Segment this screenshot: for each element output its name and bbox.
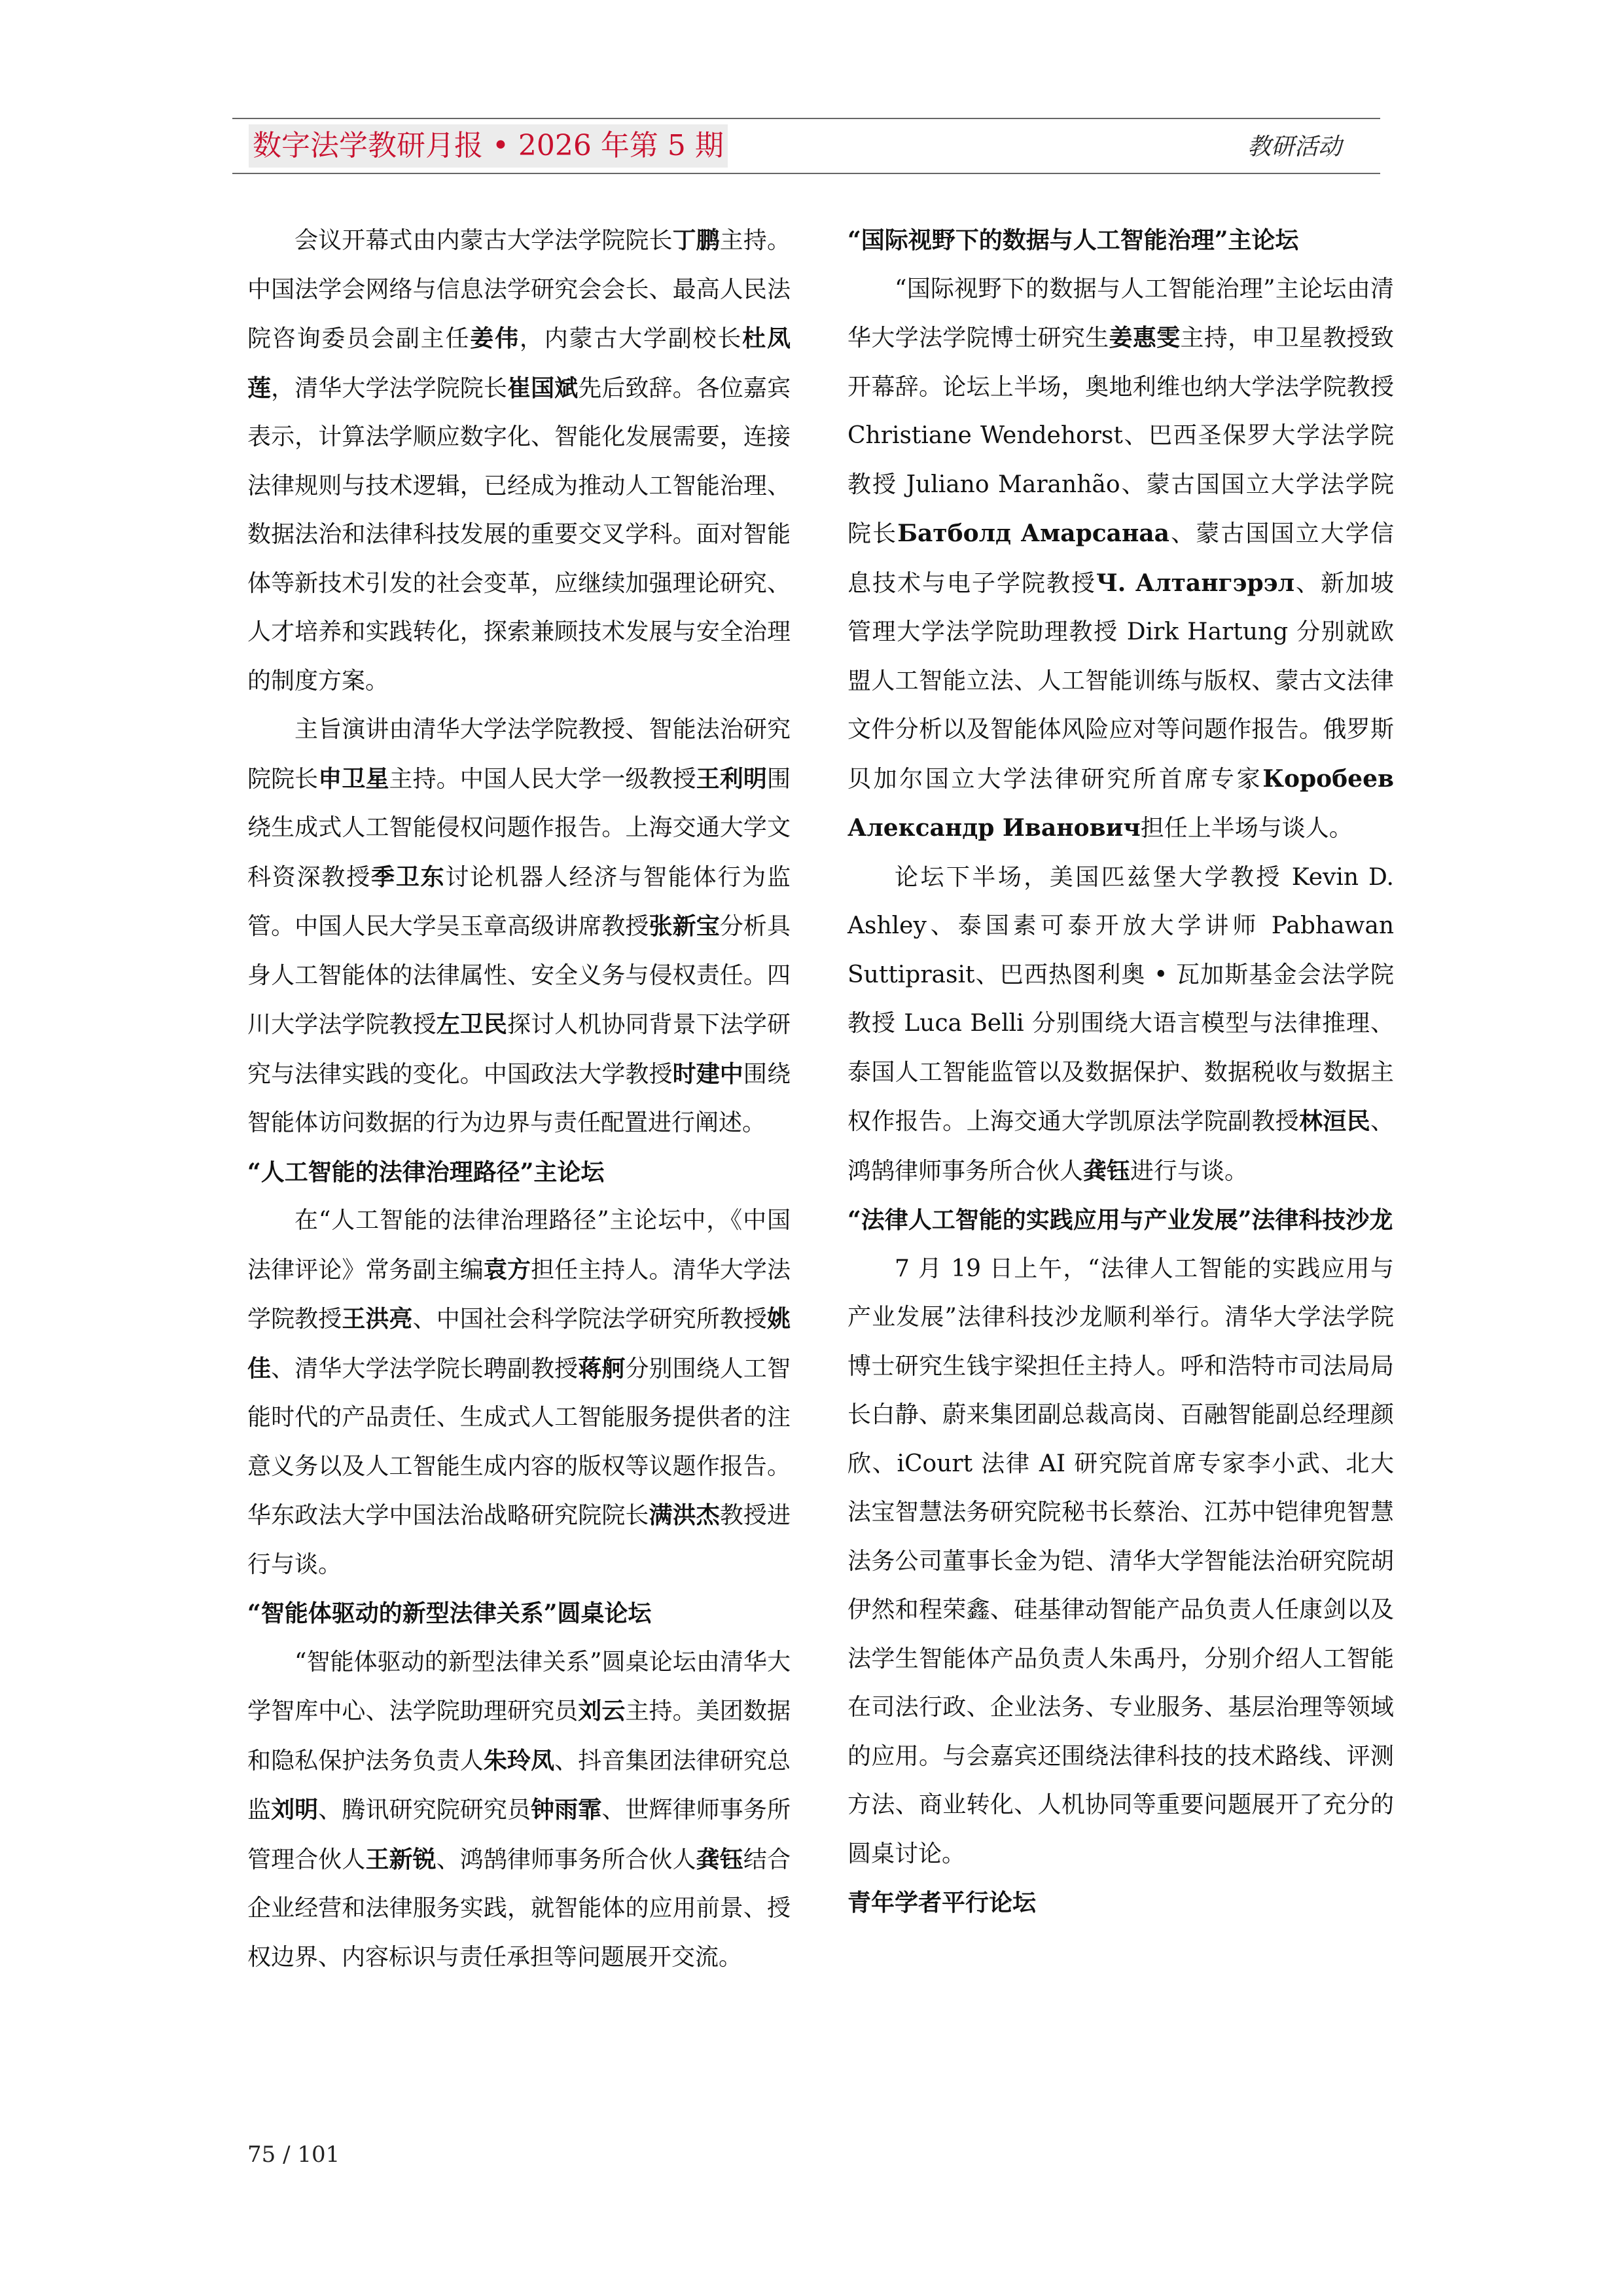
person-name: 张新宝 (649, 912, 720, 940)
person-name: 崔国斌 (507, 374, 579, 402)
person-name: Коробеев Александр Иванович (847, 764, 1394, 842)
text-run: 进行与谈。 (1130, 1157, 1249, 1185)
section-heading: “人工智能的法律治理路径”主论坛 (247, 1158, 605, 1186)
paragraph (847, 853, 1394, 1196)
person-name: 左卫民 (436, 1011, 507, 1038)
text-run: 分析具身人工智能体的法律属性、安全义务与侵权责任。四川大学法学院教授 (247, 913, 791, 1038)
right-column (847, 216, 1394, 1928)
text-run: 讨论机器人经济与智能体行为监管。中国人民大学吴玉章高级讲席教授 (247, 863, 791, 940)
text-run: 论坛下半场，美国匹兹堡大学教授 Kevin D. Ashley、泰国素可泰开放大学讲师 Pabhawan Suttiprasit、巴西热图利奥 • 瓦加斯基金会法学院教授 Luca Belli 分别围绕大语言模型与法律推理、泰国人工智能监管以及数据保护、数据税收与数据主权作报告。上海交通大学凯原法学院副教授 (847, 863, 1394, 1135)
person-name: 丁鹏 (672, 226, 720, 254)
header-bottom-rule (232, 173, 1380, 174)
person-name: 姜惠雯 (1109, 324, 1181, 351)
person-name: 姚佳 (247, 1305, 791, 1382)
person-name: 龚钰 (1083, 1157, 1131, 1185)
person-name: 王新锐 (365, 1845, 437, 1873)
text-run: 、蒙古国国立大学信息技术与电子学院教授 (847, 520, 1394, 597)
text-run: ，清华大学法学院院长 (271, 374, 507, 402)
text-run: 在“人工智能的法律治理路径”主论坛中，《中国法律评论》常务副主编 (247, 1207, 791, 1283)
text-run: 主持，申卫星教授致开幕辞。论坛上半场，奥地利维也纳大学法学院教授 Christiane Wendehorst、巴西圣保罗大学法学院教授 Juliano Maranhão、蒙古国国立大学法学院院长 (847, 325, 1394, 547)
text-run: 、清华大学法学院长聘副教授 (271, 1355, 579, 1382)
text-run: 围绕智能体访问数据的行为边界与责任配置进行阐述。 (247, 1060, 791, 1136)
text-run: 教授进行与谈。 (247, 1502, 791, 1578)
section-heading: “智能体驱动的新型法律关系”圆桌论坛 (247, 1600, 652, 1627)
person-name: 姜伟 (470, 325, 520, 352)
section-heading: “国际视野下的数据与人工智能治理”主论坛 (847, 226, 1299, 254)
person-name: 朱玲凤 (483, 1746, 555, 1774)
person-name: 王洪亮 (342, 1305, 413, 1333)
text-run: 主持。美团数据和隐私保护法务负责人 (247, 1698, 791, 1774)
paragraph (247, 216, 791, 706)
person-name: 王利明 (696, 764, 767, 793)
person-name: 申卫星 (318, 764, 389, 793)
text-run: 7 月 19 日上午，“法律人工智能的实践应用与产业发展”法律科技沙龙顺利举行。清华大学法学院博士研究生钱宇梁担任主持人。呼和浩特市司法局局长白静、蔚来集团副总裁高岗、百融智能副总经理颜欣、iCourt 法律 AI 研究院首席专家李小武、北大法宝智慧法务研究院秘书长蔡治、江苏中铠律兜智慧法务公司董事长金为铠、清华大学智能法治研究院胡伊然和程荣鑫、硅基律动智能产品负责人任康剑以及法学生智能体产品负责人朱禹丹，分别介绍人工智能在司法行政、企业法务、专业服务、基层治理等领域的应用。与会嘉宾还围绕法律科技的技术路线、评测方法、商业转化、人机协同等重要问题展开了充分的圆桌讨论。 (847, 1255, 1394, 1867)
person-name: 时建中 (672, 1060, 743, 1088)
text-run: 结合企业经营和法律服务实践，就智能体的应用前景、授权边界、内容标识与责任承担等问题展开交流。 (247, 1846, 791, 1971)
journal-title: 数字法学教研月报 • 2026 年第 5 期 (249, 124, 728, 168)
paragraph (847, 265, 1394, 853)
text-run: 、腾讯研究院研究员 (318, 1797, 531, 1823)
paragraph (247, 1638, 791, 1982)
paragraph (247, 1196, 791, 1589)
text-run: 分别围绕人工智能时代的产品责任、生成式人工智能服务提供者的注意义务以及人工智能生成内容的版权等议题作报告。华东政法大学中国法治战略研究院院长 (247, 1355, 791, 1529)
person-name: Батболд Амарсанаа (897, 520, 1169, 547)
person-name: 蒋舸 (578, 1354, 626, 1382)
person-name: 钟雨霏 (531, 1796, 602, 1823)
person-name: 满洪杰 (649, 1501, 720, 1529)
page-number: 75 / 101 (247, 2142, 340, 2168)
section-heading: 青年学者平行论坛 (847, 1889, 1037, 1916)
text-run: “智能体驱动的新型法律关系”圆桌论坛由清华大学智库中心、法学院助理研究员 (247, 1648, 791, 1725)
section-heading: “法律人工智能的实践应用与产业发展”法律科技沙龙 (847, 1206, 1393, 1234)
text-run: 会议开幕式由内蒙古大学法学院院长 (294, 227, 673, 254)
text-run: 主持。中国法学会网络与信息法学研究会会长、最高人民法院咨询委员会副主任 (247, 227, 791, 352)
person-name: 刘明 (271, 1796, 319, 1823)
text-run: 、鸿鹄律师事务所合伙人 (436, 1846, 696, 1873)
header-top-rule (232, 118, 1380, 119)
text-run: 主持。中国人民大学一级教授 (389, 765, 696, 793)
text-run: 担任上半场与谈人。 (1140, 815, 1353, 842)
text-run: “国际视野下的数据与人工智能治理”主论坛由清华大学法学院博士研究生 (847, 275, 1394, 351)
section-title: 教研活动 (1247, 134, 1342, 160)
paragraph (247, 706, 791, 1148)
person-name: 刘云 (578, 1697, 626, 1725)
person-name: 季卫东 (371, 863, 446, 891)
text-run: 担任主持人。清华大学法学院教授 (247, 1256, 791, 1333)
person-name: Ч. Алтангэрэл (1096, 569, 1295, 597)
paragraph (847, 1245, 1394, 1879)
person-name: 袁方 (483, 1255, 531, 1283)
person-name: 龚钰 (696, 1845, 743, 1873)
text-run: 围绕生成式人工智能侵权问题作报告。上海交通大学文科资深教授 (247, 765, 791, 891)
person-name: 林洹民 (1299, 1107, 1370, 1135)
text-run: 主旨演讲由清华大学法学院教授、智能法治研究院院长 (247, 716, 791, 793)
text-run: 、世辉律师事务所管理合伙人 (247, 1797, 791, 1873)
text-run: 、新加坡管理大学法学院助理教授 Dirk Hartung 分别就欧盟人工智能立法、人工智能训练与版权、蒙古文法律文件分析以及智能体风险应对等问题作报告。俄罗斯贝加尔国立大学法律研究所首席专家 (847, 569, 1394, 793)
text-run: 探讨人机协同背景下法学研究与法律实践的变化。中国政法大学教授 (247, 1011, 791, 1088)
left-column (247, 216, 791, 1982)
text-run: 、中国社会科学院法学研究所教授 (412, 1306, 767, 1333)
text-run: ，内蒙古大学副校长 (519, 325, 743, 352)
person-name: 杜凤莲 (247, 325, 791, 402)
text-run: 、抖音集团法律研究总监 (247, 1747, 791, 1823)
text-run: 先后致辞。各位嘉宾表示，计算法学顺应数字化、智能化发展需要，连接法律规则与技术逻辑，已经成为推动人工智能治理、数据法治和法律科技发展的重要交叉学科。面对智能体等新技术引发的社会变革，应继续加强理论研究、人才培养和实践转化，探索兼顾技术发展与安全治理的制度方案。 (247, 374, 791, 694)
text-run: 、鸿鹄律师事务所合伙人 (847, 1108, 1394, 1185)
